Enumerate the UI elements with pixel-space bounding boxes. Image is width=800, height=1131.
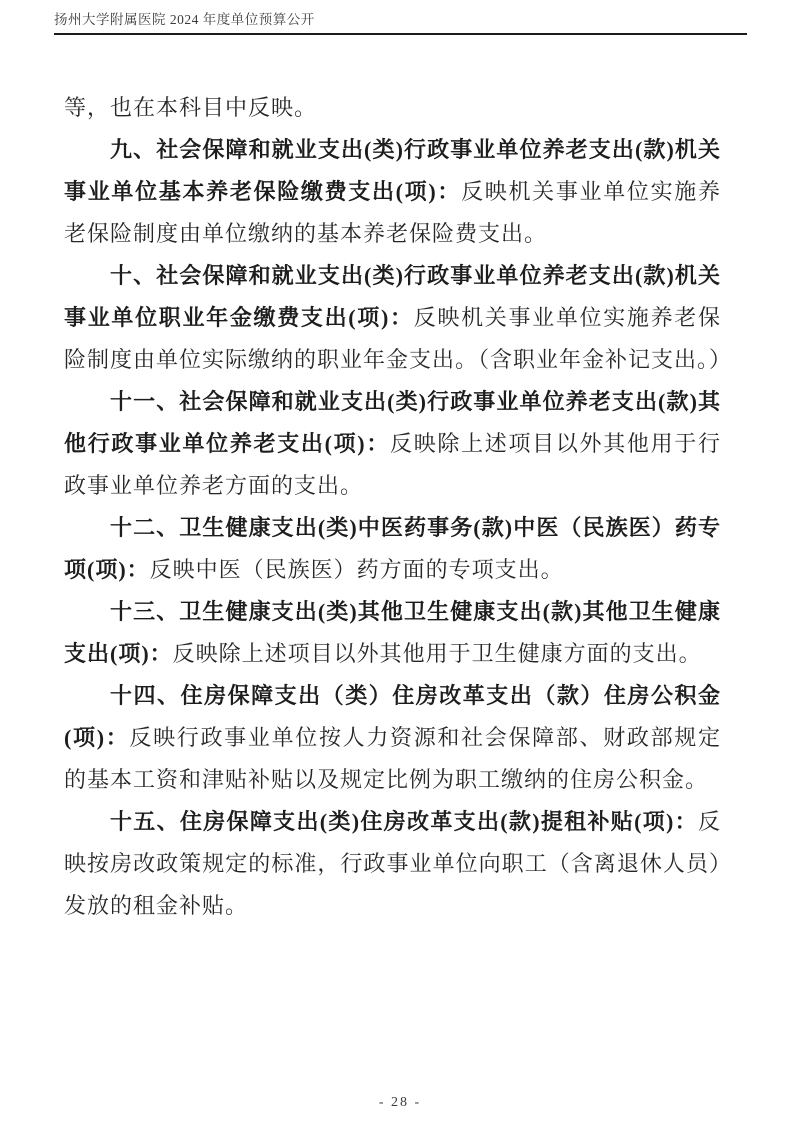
- paragraph-lead: 九、社会保障和就业支出(类)行政事业单位养老支出(款)机关事业单位基本养老保险缴费支出(项)：: [64, 137, 721, 204]
- paragraph-body: 反映除上述项目以外其他用于卫生健康方面的支出。: [172, 641, 702, 666]
- paragraph: [64, 129, 721, 255]
- paragraph: [64, 87, 721, 129]
- paragraph-body: 反映除上述项目以外其他用于行政事业单位养老方面的支出。: [64, 431, 721, 498]
- paragraph-body: 反映机关事业单位实施养老保险制度由单位实际缴纳的职业年金支出。（含职业年金补记支出。）: [64, 305, 733, 372]
- page-footer: [0, 1093, 800, 1111]
- paragraph: [64, 381, 721, 507]
- paragraph-lead: 十四、住房保障支出（类）住房改革支出（款）住房公积金(项)：: [64, 683, 721, 750]
- paragraph-body: 等，也在本科目中反映。: [64, 95, 318, 120]
- paragraph-lead: 十一、社会保障和就业支出(类)行政事业单位养老支出(款)其他行政事业单位养老支出(项)：: [64, 389, 721, 456]
- paragraph: [64, 801, 721, 927]
- paragraph: [64, 507, 721, 591]
- paragraph-lead: 十二、卫生健康支出(类)中医药事务(款)中医（民族医）药专项(项)：: [64, 515, 721, 582]
- paragraph: [64, 591, 721, 675]
- paragraph-body: 反映行政事业单位按人力资源和社会保障部、财政部规定的基本工资和津贴补贴以及规定比例为职工缴纳的住房公积金。: [64, 725, 721, 792]
- header-title: 扬州大学附属医院 2024 年度单位预算公开: [54, 12, 315, 27]
- paragraph-lead: 十三、卫生健康支出(类)其他卫生健康支出(款)其他卫生健康支出(项)：: [64, 599, 721, 666]
- page-header: [54, 11, 747, 35]
- paragraph-lead: 十五、住房保障支出(类)住房改革支出(款)提租补贴(项)：: [110, 809, 698, 834]
- page-number: - 28 -: [378, 1095, 422, 1110]
- paragraph: [64, 255, 733, 381]
- paragraph-body: 反映机关事业单位实施养老保险制度由单位缴纳的基本养老保险费支出。: [64, 179, 721, 246]
- document-body: [64, 87, 733, 927]
- paragraph-lead: 十、社会保障和就业支出(类)行政事业单位养老支出(款)机关事业单位职业年金缴费支出(项)：: [64, 263, 721, 330]
- paragraph-body: 反映中医（民族医）药方面的专项支出。: [149, 557, 564, 582]
- paragraph-body: 反映按房改政策规定的标准，行政事业单位向职工（含离退休人员）发放的租金补贴。: [64, 809, 721, 918]
- paragraph: [64, 675, 721, 801]
